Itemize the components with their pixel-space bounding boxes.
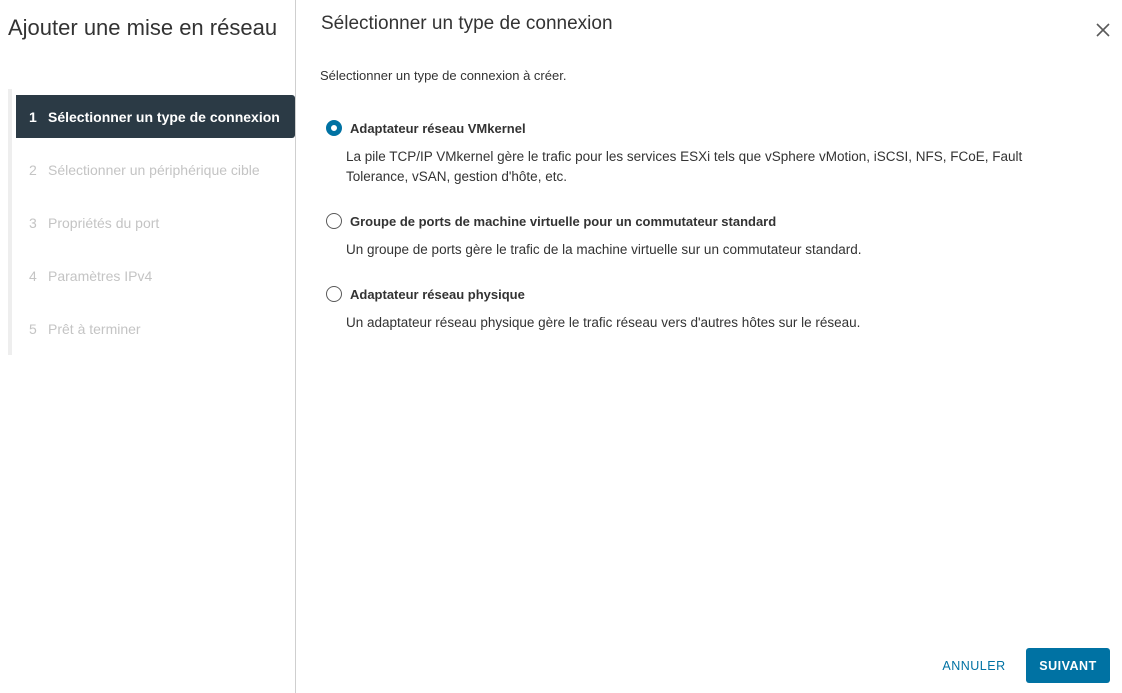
radio-vmkernel-adapter[interactable] [326,120,342,136]
page-subtitle: Sélectionner un type de connexion à créer. [320,68,567,83]
step-select-target-device[interactable] [16,148,295,191]
step-select-connection-type[interactable] [16,95,295,138]
page-title: Sélectionner un type de connexion [321,13,613,34]
wizard-title: Ajouter une mise en réseau [8,15,278,40]
radio-physical-adapter[interactable] [326,286,342,302]
step-port-properties[interactable] [16,201,295,244]
option-label[interactable]: Adaptateur réseau physique [350,286,525,302]
step-ready-to-complete[interactable] [16,307,295,350]
option-description: Un groupe de ports gère le trafic de la machine virtuelle sur un commutateur standard. [346,242,862,257]
option-description: La pile TCP/IP VMkernel gère le trafic pour les services ESXi tels que vSphere vMotion, iSCSI, NFS, FCoE, Fault Tolerance, vSAN, gestion d'hôte, etc. [346,149,1023,184]
step-label: Propriétés du port [48,214,160,231]
step-number: 1 [29,108,37,125]
step-number: 2 [29,161,37,178]
step-label: Paramètres IPv4 [48,267,153,284]
step-label: Sélectionner un périphérique cible [48,161,260,178]
option-head[interactable] [326,212,1096,230]
option-head[interactable] [326,285,1096,303]
step-ipv4-settings[interactable] [16,254,295,297]
step-number: 5 [29,320,37,337]
radio-vm-port-group[interactable] [326,213,342,229]
step-label: Sélectionner un type de connexion [48,108,280,125]
step-number: 3 [29,214,37,231]
close-icon [1093,20,1113,40]
option-vmkernel-adapter [326,119,1096,187]
option-label[interactable]: Groupe de ports de machine virtuelle pour un commutateur standard [350,213,777,229]
option-description: Un adaptateur réseau physique gère le trafic réseau vers d'autres hôtes sur le réseau. [346,315,861,330]
next-button[interactable]: SUIVANT [1026,648,1110,683]
option-physical-adapter [326,285,1096,333]
option-head[interactable] [326,119,1096,137]
option-vm-port-group [326,212,1096,260]
option-label[interactable]: Adaptateur réseau VMkernel [350,120,526,136]
close-button[interactable] [1093,20,1113,40]
step-label: Prêt à terminer [48,320,141,337]
cancel-button[interactable]: ANNULER [935,648,1013,683]
step-number: 4 [29,267,37,284]
wizard-step-panel [0,0,296,693]
wizard-steps [8,89,296,355]
